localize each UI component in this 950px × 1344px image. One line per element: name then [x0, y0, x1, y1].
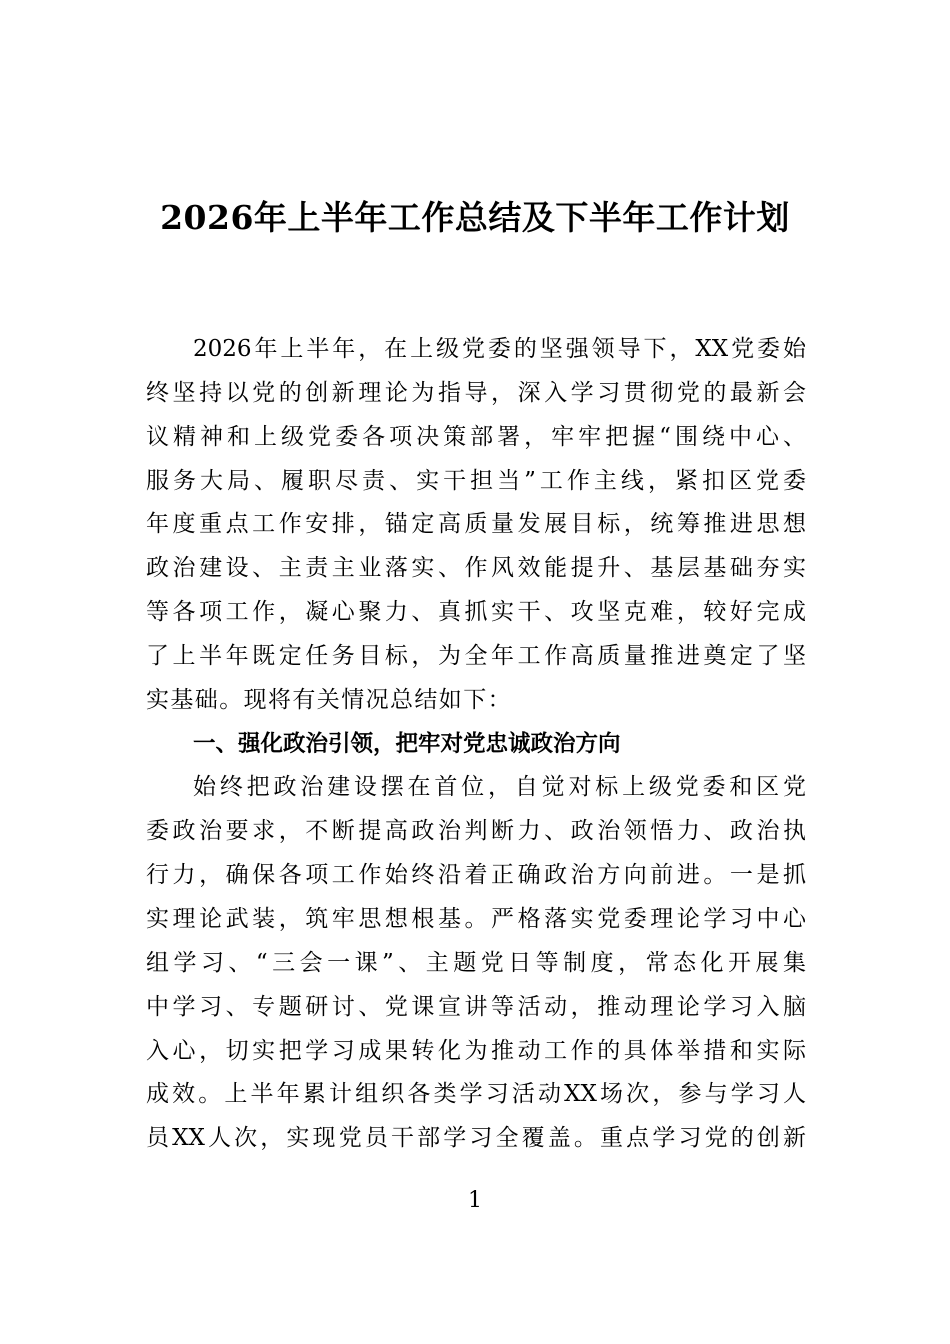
page-number: 1: [468, 1188, 482, 1213]
paragraph-line: 2026年上半年，在上级党委的坚强领导下，XX党委始: [193, 336, 806, 362]
paragraph-line: 议精神和上级党委各项决策部署，牢牢把握“围绕中心、: [146, 423, 806, 450]
paragraph-line: 员XX人次，实现党员干部学习全覆盖。重点学习党的创新: [146, 1125, 806, 1152]
paragraph-line: 中学习、专题研讨、党课宣讲等活动，推动理论学习入脑: [146, 993, 806, 1020]
paragraph-line: 行力，确保各项工作始终沿着正确政治方向前进。一是抓: [146, 862, 806, 889]
paragraph-line: 政治建设、主责主业落实、作风效能提升、基层基础夯实: [146, 555, 806, 582]
paragraph-line: 入心，切实把学习成果转化为推动工作的具体举措和实际: [146, 1037, 806, 1064]
paragraph-line: 年度重点工作安排，锚定高质量发展目标，统筹推进思想: [146, 511, 806, 538]
paragraph-line: 服务大局、履职尽责、实干担当”工作主线，紧扣区党委: [146, 467, 806, 494]
paragraph-line: 等各项工作，凝心聚力、真抓实干、攻坚克难，较好完成: [146, 599, 806, 626]
paragraph-line: 组学习、“三会一课”、主题党日等制度，常态化开展集: [146, 949, 806, 976]
paragraph-line: 实理论武装，筑牢思想根基。严格落实党委理论学习中心: [146, 905, 806, 932]
paragraph-line: 实基础。现将有关情况总结如下：: [146, 686, 512, 713]
paragraph-line: 成效。上半年累计组织各类学习活动XX场次，参与学习人: [146, 1081, 806, 1108]
paragraph-line: 委政治要求，不断提高政治判断力、政治领悟力、政治执: [146, 818, 806, 845]
document-body: [146, 328, 806, 1161]
paragraph-line: 终坚持以党的创新理论为指导，深入学习贯彻党的最新会: [146, 379, 806, 406]
section-heading: 一、强化政治引领，把牢对党忠诚政治方向: [193, 730, 621, 757]
paragraph-line: 始终把政治建设摆在首位，自觉对标上级党委和区党: [193, 774, 806, 801]
document-title: 2026年上半年工作总结及下半年工作计划: [160, 198, 790, 237]
paragraph-line: 了上半年既定任务目标，为全年工作高质量推进奠定了坚: [146, 642, 806, 669]
